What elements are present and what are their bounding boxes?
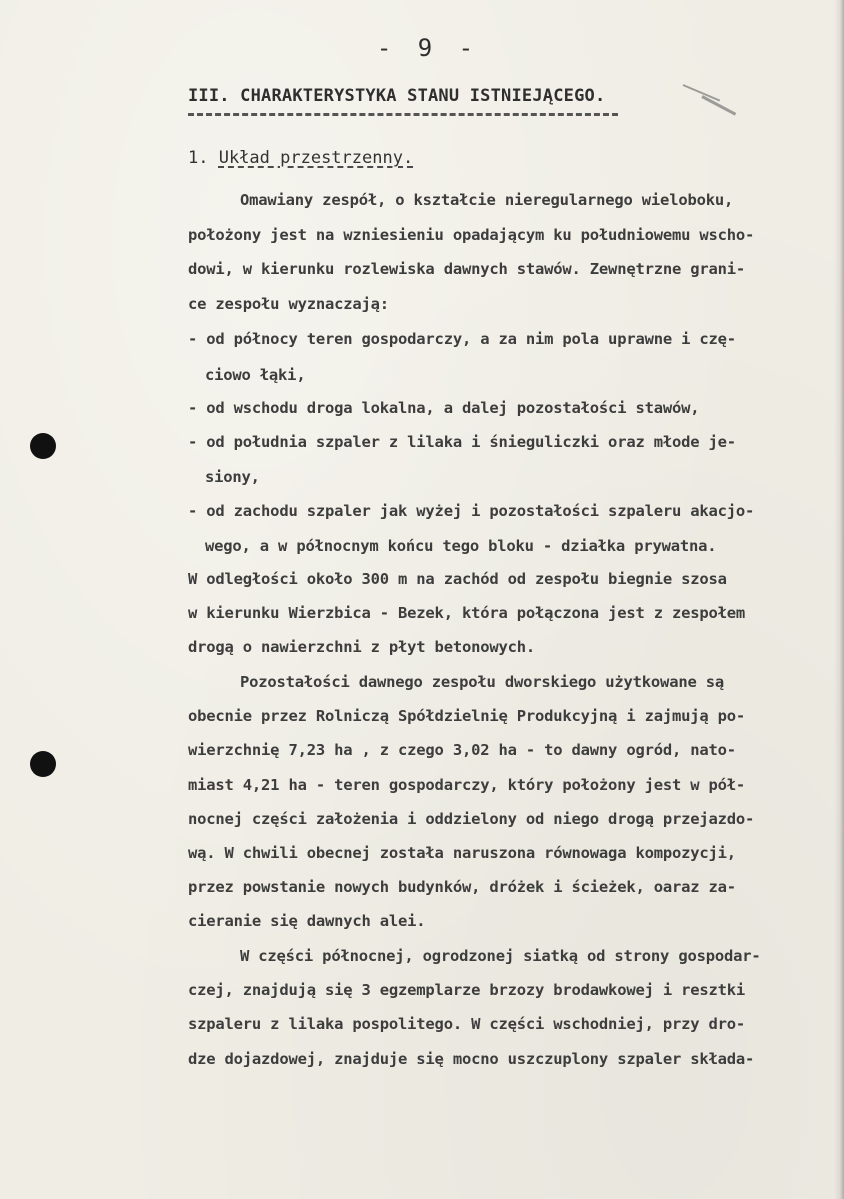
- text-line: szpaleru z lilaka pospolitego. W części wschodniej, przy dro-: [188, 1015, 746, 1033]
- punch-hole-lower: [30, 751, 56, 777]
- text-line: przez powstanie nowych budynków, dróżek i ścieżek, oaraz za-: [188, 878, 736, 896]
- text-line: Pozostałości dawnego zespołu dworskiego użytkowane są: [240, 673, 724, 691]
- text-line: cieranie się dawnych alei.: [188, 912, 426, 930]
- text-line: siony,: [205, 468, 260, 486]
- pencil-mark: [683, 84, 721, 101]
- text-line: - od południa szpaler z lilaka i śnieguliczki oraz młode je-: [188, 433, 736, 451]
- text-line: ciowo łąki,: [205, 366, 306, 384]
- text-line: dowi, w kierunku rozlewiska dawnych stawów. Zewnętrzne grani-: [188, 260, 746, 278]
- text-line: - od wschodu droga lokalna, a dalej pozostałości stawów,: [188, 399, 700, 417]
- text-line: dze dojazdowej, znajduje się mocno uszczuplony szpaler składa-: [188, 1050, 755, 1068]
- text-line: W odległości około 300 m na zachód od zespołu biegnie szosa: [188, 570, 727, 588]
- heading-underline: [188, 113, 618, 116]
- text-line: ce zespołu wyznaczają:: [188, 295, 389, 313]
- text-line: miast 4,21 ha - teren gospodarczy, który położony jest w pół-: [188, 776, 746, 794]
- section-heading: III. CHARAKTERYSTYKA STANU ISTNIEJĄCEGO.: [188, 86, 606, 106]
- text-line: wierzchnię 7,23 ha , z czego 3,02 ha - to dawny ogród, nato-: [188, 741, 736, 759]
- text-line: nocnej części założenia i oddzielony od niego drogą przejazdo-: [188, 810, 755, 828]
- page-number: - 9 -: [376, 34, 480, 62]
- text-line: - od północy teren gospodarczy, a za nim pola uprawne i czę-: [188, 330, 736, 348]
- text-line: Omawiany zespół, o kształcie nieregularnego wieloboku,: [240, 191, 734, 209]
- subsection-title: Układ przestrzenny.: [218, 148, 414, 168]
- text-line: drogą o nawierzchni z płyt betonowych.: [188, 638, 536, 656]
- page-edge-shadow: [834, 0, 844, 1199]
- text-line: wego, a w północnym końcu tego bloku - działka prywatna.: [205, 537, 717, 555]
- text-line: w kierunku Wierzbica - Bezek, która połączona jest z zespołem: [188, 604, 746, 622]
- text-line: położony jest na wzniesieniu opadającym ku południowemu wscho-: [188, 226, 755, 244]
- subsection-heading: [188, 148, 413, 168]
- text-line: - od zachodu szpaler jak wyżej i pozostałości szpaleru akacjo-: [188, 502, 755, 520]
- subsection-number: 1.: [188, 148, 219, 168]
- punch-hole-upper: [30, 433, 56, 459]
- text-line: W części północnej, ogrodzonej siatką od strony gospodar-: [240, 947, 761, 965]
- text-line: wą. W chwili obecnej została naruszona równowaga kompozycji,: [188, 844, 736, 862]
- text-line: czej, znajdują się 3 egzemplarze brzozy brodawkowej i resztki: [188, 981, 746, 999]
- text-line: obecnie przez Rolniczą Spółdzielnię Produkcyjną i zajmują po-: [188, 707, 746, 725]
